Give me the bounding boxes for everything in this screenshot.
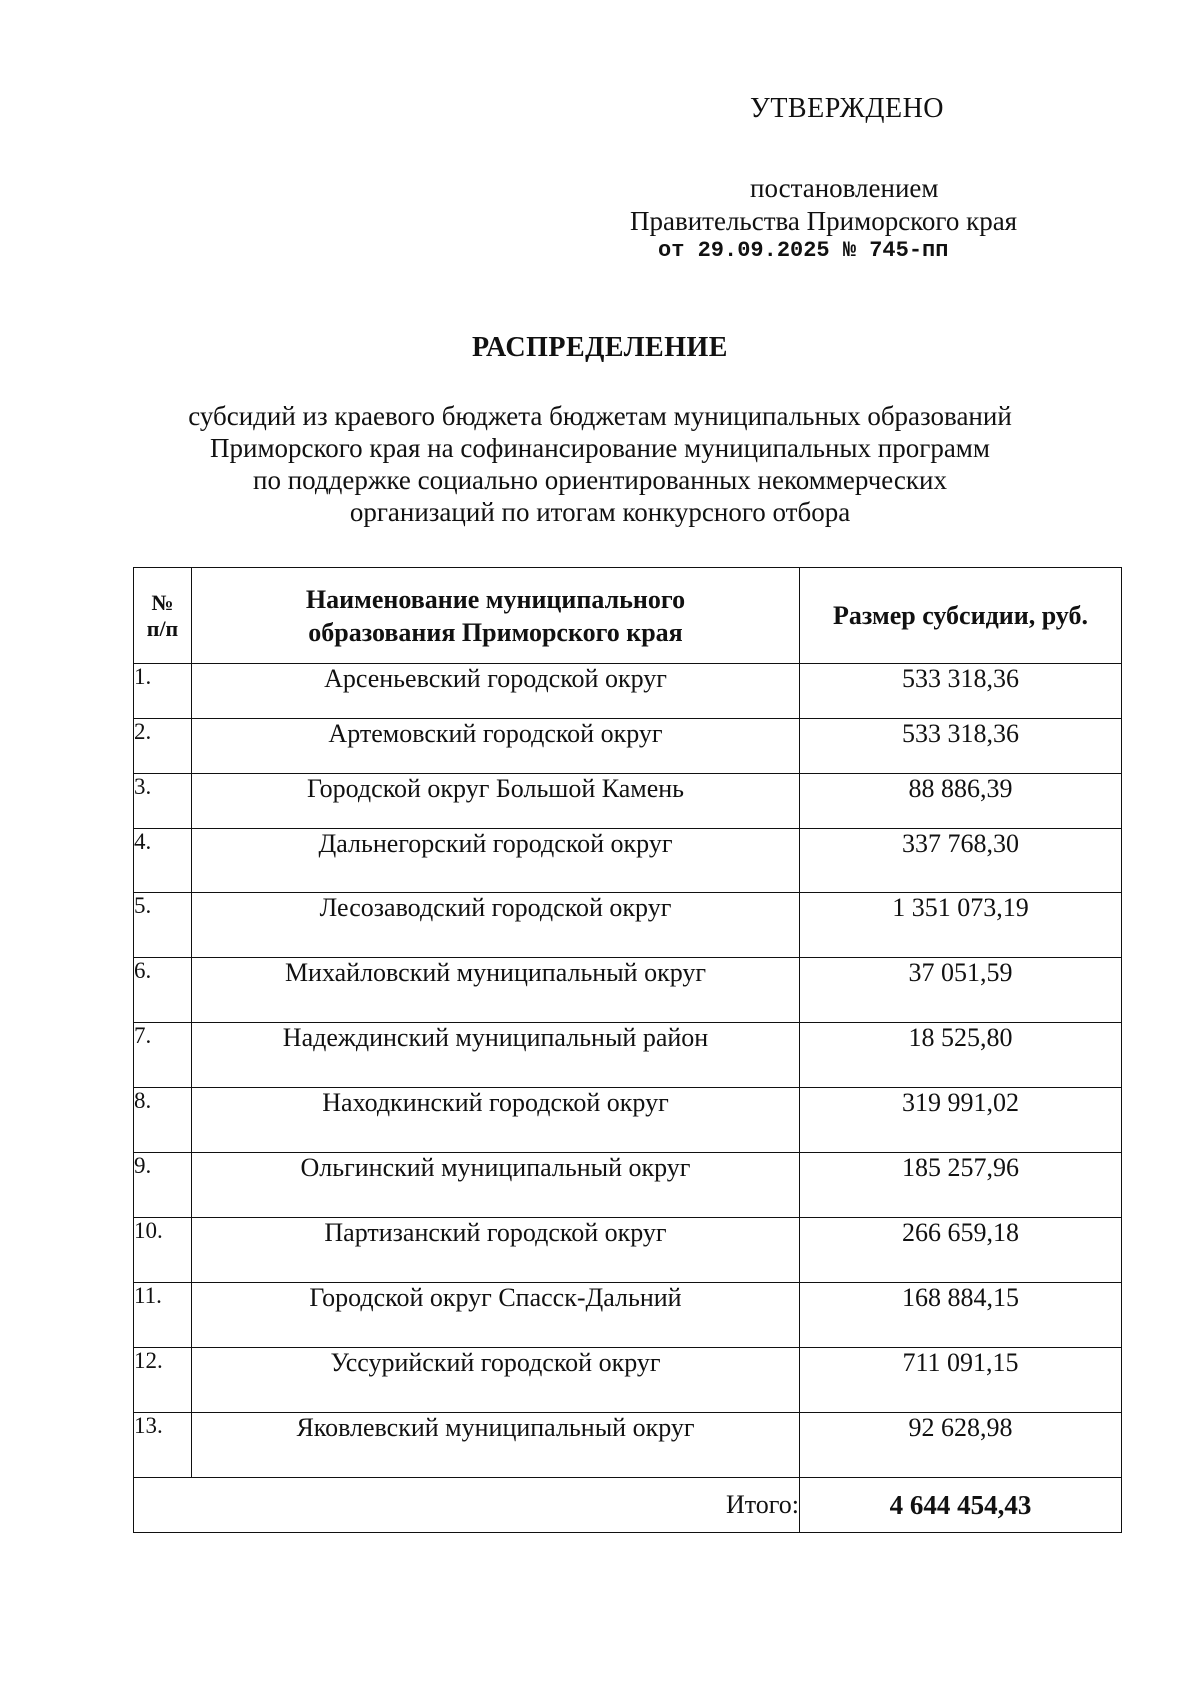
header-municipality-line-1: Наименование муниципального: [305, 584, 686, 614]
table-row: [134, 1348, 1122, 1413]
row-number: 2.: [134, 719, 192, 774]
table-header-row: [134, 568, 1122, 664]
row-amount: 266 659,18: [800, 1218, 1122, 1283]
table-row: [134, 664, 1122, 719]
table-row: [134, 1153, 1122, 1218]
decree-line-2: Правительства Приморского края: [630, 206, 1018, 236]
row-municipality: Городской округ Большой Камень: [192, 774, 800, 829]
row-municipality: Находкинский городской округ: [192, 1088, 800, 1153]
row-municipality: Михайловский муниципальный округ: [192, 958, 800, 1023]
row-municipality: Городской округ Спасск-Дальний: [192, 1283, 800, 1348]
header-amount: Размер субсидии, руб.: [800, 568, 1122, 664]
row-number: 12.: [134, 1348, 192, 1413]
table-row: [134, 1218, 1122, 1283]
row-number: 5.: [134, 893, 192, 958]
row-municipality: Арсеньевский городской округ: [192, 664, 800, 719]
row-amount: 185 257,96: [800, 1153, 1122, 1218]
row-number: 1.: [134, 664, 192, 719]
decree-line-1: постановлением: [750, 173, 939, 203]
total-label: Итого:: [134, 1478, 800, 1533]
subsidy-distribution-table: [133, 567, 1122, 1533]
row-amount: 37 051,59: [800, 958, 1122, 1023]
row-number: 11.: [134, 1283, 192, 1348]
header-municipality-line-2: образования Приморского края: [308, 617, 683, 647]
row-number: 9.: [134, 1153, 192, 1218]
row-amount: 533 318,36: [800, 664, 1122, 719]
decree-date-number: от 29.09.2025 № 745-пп: [658, 238, 949, 263]
table-row: [134, 1088, 1122, 1153]
subtitle-line: организаций по итогам конкурсного отбора: [349, 497, 851, 527]
row-municipality: Лесозаводский городской округ: [192, 893, 800, 958]
row-amount: 92 628,98: [800, 1413, 1122, 1478]
row-amount: 88 886,39: [800, 774, 1122, 829]
table-row: [134, 1023, 1122, 1088]
table-row: [134, 958, 1122, 1023]
row-amount: 711 091,15: [800, 1348, 1122, 1413]
row-number: 10.: [134, 1218, 192, 1283]
row-amount: 168 884,15: [800, 1283, 1122, 1348]
row-amount: 319 991,02: [800, 1088, 1122, 1153]
subtitle-line: субсидий из краевого бюджета бюджетам муниципальных образований: [188, 401, 1012, 431]
row-amount: 18 525,80: [800, 1023, 1122, 1088]
table-total-row: [134, 1478, 1122, 1533]
row-number: 8.: [134, 1088, 192, 1153]
row-number: 3.: [134, 774, 192, 829]
header-municipality: [192, 568, 800, 664]
header-number-symbol: №: [151, 589, 174, 615]
document-subtitle: [0, 400, 1200, 528]
row-municipality: Артемовский городской округ: [192, 719, 800, 774]
table-row: [134, 719, 1122, 774]
table-row: [134, 829, 1122, 893]
document-title: РАСПРЕДЕЛЕНИЕ: [472, 332, 728, 363]
table-row: [134, 893, 1122, 958]
row-number: 6.: [134, 958, 192, 1023]
header-number-abbr: п/п: [146, 615, 179, 641]
row-amount: 533 318,36: [800, 719, 1122, 774]
approval-title: УТВЕРЖДЕНО: [750, 93, 945, 124]
row-municipality: Ольгинский муниципальный округ: [192, 1153, 800, 1218]
row-amount: 1 351 073,19: [800, 893, 1122, 958]
row-amount: 337 768,30: [800, 829, 1122, 893]
subtitle-line: по поддержке социально ориентированных некоммерческих: [253, 465, 947, 495]
row-municipality: Партизанский городской округ: [192, 1218, 800, 1283]
row-number: 7.: [134, 1023, 192, 1088]
subtitle-line: Приморского края на софинансирование муниципальных программ: [210, 433, 990, 463]
row-number: 4.: [134, 829, 192, 893]
row-municipality: Надеждинский муниципальный район: [192, 1023, 800, 1088]
table-row: [134, 1413, 1122, 1478]
row-municipality: Дальнегорский городской округ: [192, 829, 800, 893]
row-number: 13.: [134, 1413, 192, 1478]
table-row: [134, 774, 1122, 829]
row-municipality: Уссурийский городской округ: [192, 1348, 800, 1413]
row-municipality: Яковлевский муниципальный округ: [192, 1413, 800, 1478]
header-number: [134, 568, 192, 664]
total-amount: 4 644 454,43: [800, 1478, 1122, 1533]
table-row: [134, 1283, 1122, 1348]
